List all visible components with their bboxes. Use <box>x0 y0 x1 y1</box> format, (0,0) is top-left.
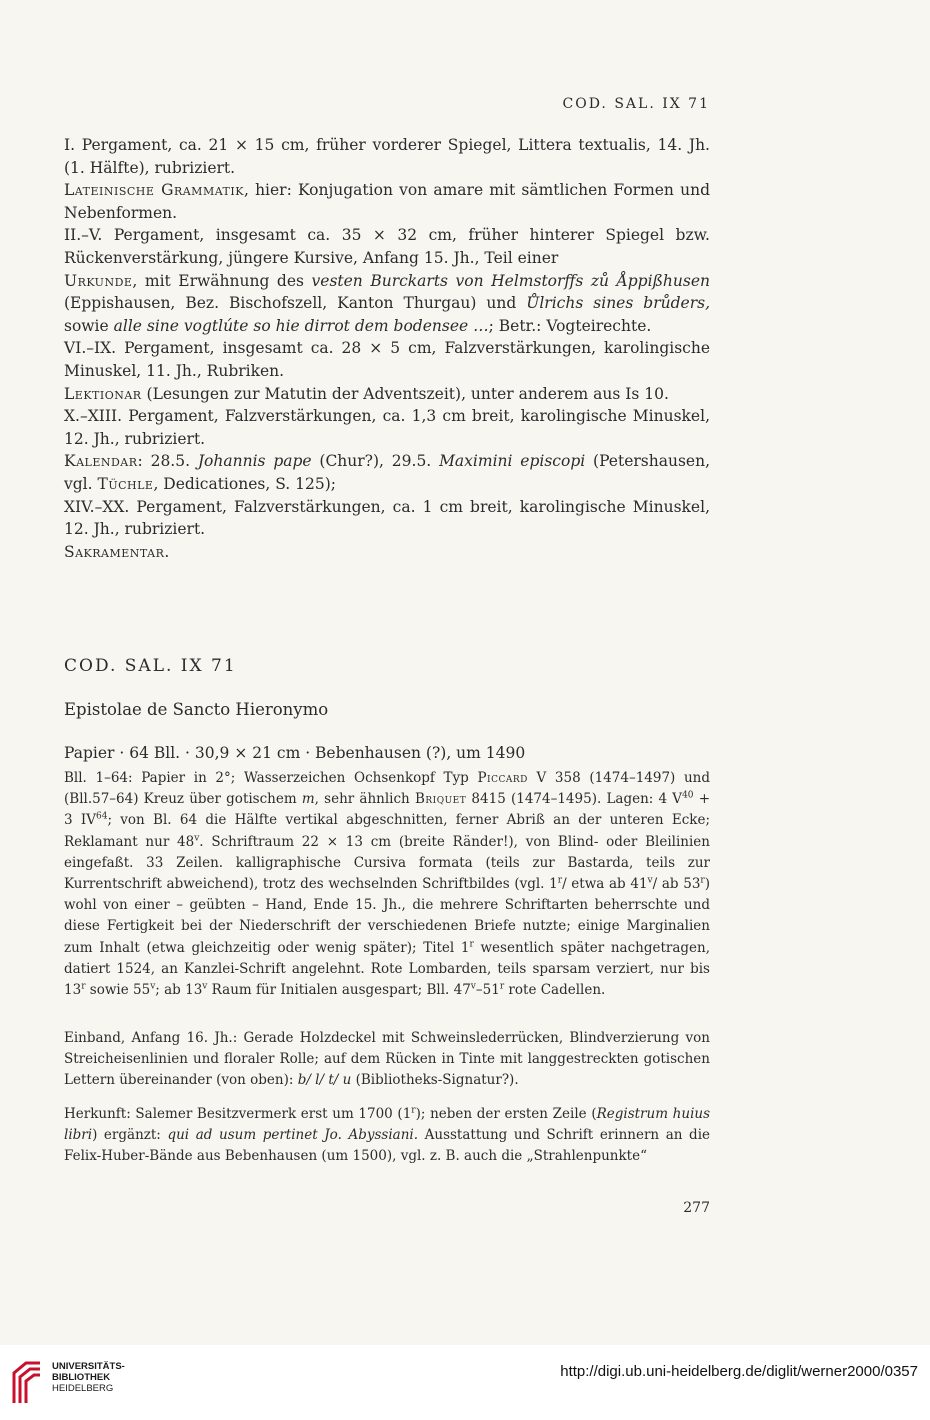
summary-line: Papier · 64 Bll. · 30,9 × 21 cm · Bebenhausen (?), um 1490 <box>64 744 526 762</box>
fragment-entry: Sakramentar. <box>64 542 170 561</box>
content-title: Kalendar <box>64 452 138 471</box>
library-logo-text: UNIVERSITÄTS- BIBLIOTHEK HEIDELBERG <box>52 1361 125 1394</box>
content-title: Urkunde <box>64 271 133 290</box>
section-title: Epistolae de Sancto Hieronymo <box>64 700 329 719</box>
permalink-url[interactable]: http://digi.ub.uni-heidelberg.de/diglit/werner2000/0357 <box>560 1363 918 1380</box>
library-logo-icon[interactable] <box>10 1359 44 1405</box>
page-number: 277 <box>683 1200 710 1216</box>
fragment-entry: Kalendar: 28.5. Johannis pape (Chur?), 29.5. Maximini episcopi (Petershausen, vgl. Tüchle, Dedicationes, S. 125); <box>64 452 710 493</box>
content-title: Lektionar <box>64 384 142 403</box>
fragment-entry: Urkunde, mit Erwähnung des vesten Burckarts von Helmstorffs zů Åppißhusen (Eppishausen, Bez. Bischofszell, Kanton Thurgau) und Ůlrichs sines brůders, sowie alle sine vogtlúte so hie dirrot dem bodensee …; Betr.: Vogteirechte. <box>64 271 710 335</box>
section-heading: COD. SAL. IX 71 <box>64 656 237 676</box>
fragment-entry: Lektionar (Lesungen zur Matutin der Adventszeit), unter anderem aus Is 10. <box>64 384 669 403</box>
description-paragraph: Bll. 1–64: Papier in 2°; Wasserzeichen Ochsenkopf Typ Piccard V 358 (1474–1497) und (Bll.57–64) Kreuz über gotischem m, sehr ähnlich Briquet 8415 (1474–1495). Lagen: 4 $V^{40} + 3$ IV$^{64}$; von Bl. 64 die Hälfte vertikal abgeschnitten, ferner Abriß an der unteren Ecke; Reklamant nur 48$^v$. Schriftraum 22 × 13 cm (breite Ränder!), von Blind- oder Bleilinien eingefaßt. 33 Zeilen. kalligraphische Cursiva formata (teils zur Bastarda, teils zur Kurrentschrift abweichend), trotz des wechselnden Schriftbildes (vgl. 1$^r$/ etwa ab 41$^v$/ ab 53$^r$) wohl von einer – geübten – Hand, Ende 15. Jh., die mehrere Schriftarten beherrschte und diese Fertigkeit bei der Niederschrift der verschiedenen Briefe nutzte; einige Marginalien zum Inhalt (etwa gleichzeitig oder wenig später); Titel 1$^r$ wesentlich später nachgetragen, datiert 1524, an Kanzlei-Schrift angelehnt. Rote Lombarden, teils sparsam verziert, nur bis 13$^r$ sowie 55$^v$; ab 13$^v$ Raum für Initialen ausgespart; Bll. 47$^v$–51$^r$ rote Cadellen. <box>64 770 711 999</box>
running-head: COD. SAL. IX 71 <box>562 96 710 112</box>
viewer-footer <box>0 1345 930 1420</box>
content-title: Sakramentar <box>64 542 165 561</box>
fragment-entry: I. Pergament, ca. 21 × 15 cm, früher vorderer Spiegel, Littera textualis, 14. Jh. (1. Hälfte), rubriziert. <box>64 136 710 177</box>
fragment-entry: II.–V. Pergament, insgesamt ca. 35 × 32 cm, früher hinterer Spiegel bzw. Rückenverstärkung, jüngere Kursive, Anfang 15. Jh., Teil einer <box>64 226 710 267</box>
fragment-entry: X.–XIII. Pergament, Falzverstärkungen, ca. 1,3 cm breit, karolingische Minuskel, 12. Jh., rubriziert. <box>64 407 710 448</box>
fragment-entry: Lateinische Grammatik, hier: Konjugation von amare mit sämtlichen Formen und Nebenformen. <box>64 181 710 222</box>
fragment-entry: XIV.–XX. Pergament, Falzverstärkungen, ca. 1 cm breit, karolingische Minuskel, 12. Jh., rubriziert. <box>64 497 710 539</box>
provenance-paragraph: Herkunft: Salemer Besitzvermerk erst um 1700 (1$^r$); neben der ersten Zeile (Registrum huius libri) ergänzt: qui ad usum pertinet Jo. Abyssiani. Ausstattung und Schrift erinnern an die Felix-Huber-Bände aus Bebenhausen (um 1500), vgl. z. B. auch die „Strahlenpunkte“ <box>64 1105 711 1165</box>
fragment-entry: VI.–IX. Pergament, insgesamt ca. 28 × 5 cm, Falzverstärkungen, karolingische Minuskel, 11. Jh., Rubriken. <box>64 339 710 380</box>
fragment-list <box>64 134 710 563</box>
binding-paragraph: Einband, Anfang 16. Jh.: Gerade Holzdeckel mit Schweinslederrücken, Blindverzierung von Streicheisenlinien und floraler Rolle; auf dem Rücken in Tinte mit langgestreckten gotischen Lettern übereinander (von oben): b/ l/ t/ u (Bibliotheks-Signatur?). <box>64 1030 710 1089</box>
content-title: Lateinische Grammatik <box>64 181 244 200</box>
